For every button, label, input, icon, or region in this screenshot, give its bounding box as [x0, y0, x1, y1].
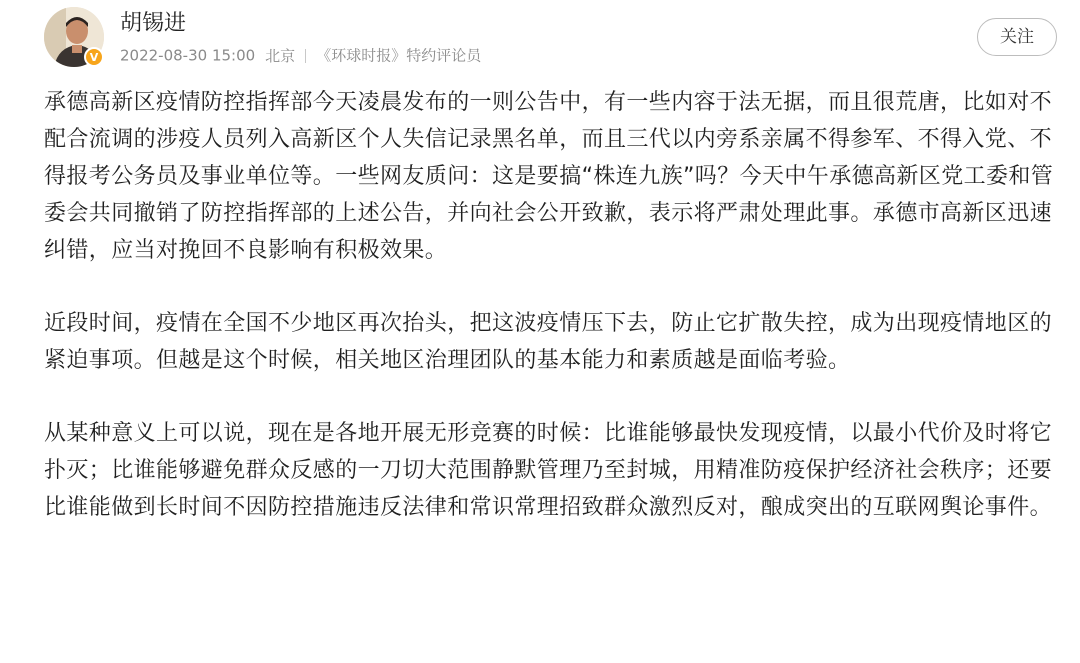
post-content — [44, 84, 1054, 526]
post-paragraph: 从某种意义上可以说，现在是各地开展无形竞赛的时候：比谁能够最快发现疫情，以最小代价及时将它扑灭；比谁能够避免群众反感的一刀切大范围静默管理乃至封城，用精准防疫保护经济社会秩序；还要比谁能做到长时间不因防控措施违反法律和常识常理招致群众激烈反对，酿成突出的互联网舆论事件。 — [44, 421, 1053, 520]
post-paragraph: 承德高新区疫情防控指挥部今天凌晨发布的一则公告中，有一些内容于法无据，而且很荒唐，比如对不配合流调的涉疫人员列入高新区个人失信记录黑名单，而且三代以内旁系亲属不得参军、不得入党、不得报考公务员及事业单位等。一些网友质问：这是要搞“株连九族”吗？今天中午承德高新区党工委和管委会共同撤销了防控指挥部的上述公告，并向社会公开致歉，表示将严肃处理此事。承德市高新区迅速纠错，应当对挽回不良影响有积极效果。 — [44, 90, 1054, 263]
post-meta — [120, 45, 481, 66]
meta-divider — [305, 49, 306, 63]
author-title: 《环球时报》特约评论员 — [316, 46, 482, 65]
post-timestamp[interactable]: 2022-08-30 15:00 — [120, 46, 256, 65]
author-name[interactable]: 胡锡进 — [120, 11, 187, 36]
verified-badge-icon: V — [84, 47, 104, 67]
post-location: 北京 — [265, 46, 296, 65]
post-paragraph: 近段时间，疫情在全国不少地区再次抬头，把这波疫情压下去，防止它扩散失控，成为出现疫情地区的紧迫事项。但越是这个时候，相关地区治理团队的基本能力和素质越是面临考验。 — [44, 311, 1053, 373]
follow-button[interactable]: 关注 — [977, 18, 1057, 56]
